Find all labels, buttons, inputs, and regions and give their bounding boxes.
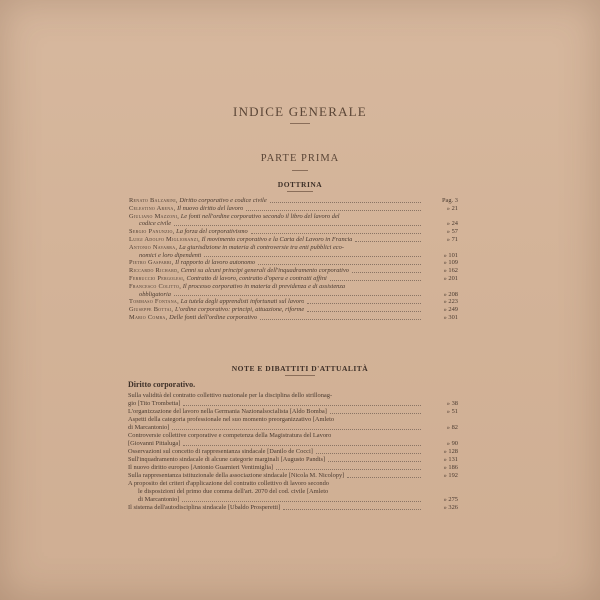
- toc-entry[interactable]: Luigi Adolfo Miglioranzi, Il movimento corporativo e la Carta del Lavoro in Francia » 71: [129, 235, 458, 243]
- toc-entry[interactable]: Giuliano Mazzoni, Le fonti nell'ordine corporativo secondo il libro del lavoro del codice civile » 24: [129, 212, 458, 228]
- toc-entry[interactable]: Sergio Panunzio, La forza del corporativismo » 57: [129, 228, 458, 236]
- toc-entry[interactable]: Celestino Arena, Il nuovo diritto del lavoro » 21: [129, 204, 458, 212]
- toc-entry[interactable]: Mario Comba, Delle fonti dell'ordine corporativo » 301: [129, 313, 458, 321]
- section-heading-doctrine: DOTTRINA: [277, 180, 323, 189]
- notes-divider: [285, 375, 315, 376]
- toc-entry[interactable]: Sulla validità del contratto collettivo nazionale per la disciplina dello strillonag- gio [Tito Trombetta] » 38: [128, 392, 458, 407]
- page-title: INDICE GENERALE: [233, 104, 367, 119]
- toc-entry[interactable]: Il nuovo diritto europeo [Antonio Guarnieri Ventimiglia] » 186: [128, 464, 458, 471]
- toc-entry[interactable]: Pietro Gasparri, Il rapporto di lavoro autonomo » 109: [129, 259, 458, 267]
- subsection-heading: Diritto corporativo.: [128, 380, 196, 389]
- title-divider: [290, 123, 310, 124]
- section-heading-notes: NOTE E DIBATTITI D'ATTUALITÀ: [231, 364, 369, 373]
- toc-entry[interactable]: Il sistema dell'autodisciplina sindacale [Ubaldo Prosperetti] » 326: [128, 504, 458, 511]
- part-heading: PARTE PRIMA: [260, 153, 340, 164]
- toc-entry[interactable]: Controversie collettive corporative e competenza della Magistratura del Lavoro [Giovanni Pittaluga] » 90: [128, 432, 458, 447]
- doctrine-list: [129, 197, 458, 322]
- toc-entry[interactable]: Renato Balzarini, Diritto corporativo e codice civile Pag. 3: [129, 197, 458, 204]
- toc-entry[interactable]: Ferruccio Pergolesi, Contratto di lavoro, contratto d'opera e contratti affini » 201: [129, 274, 458, 282]
- notes-list: [128, 392, 458, 512]
- toc-entry[interactable]: Sulla rappresentanza istituzionale della associazione sindacale [Nicola M. Nicolopy] » 192: [128, 472, 458, 479]
- part-divider: [292, 170, 308, 171]
- doctrine-divider: [287, 191, 313, 192]
- toc-entry[interactable]: Riccardo Richard, Cenni su alcuni principi generali dell'inquadramento corporativo » 162: [129, 267, 458, 275]
- toc-entry[interactable]: Aspetti della categoria professionale nel suo momento preorganizzativo [Amleto di Marcantonio] » 82: [128, 416, 458, 431]
- toc-entry[interactable]: Sull'inquadramento sindacale di alcune categorie marginali [Augusto Pandis] » 131: [128, 456, 458, 463]
- toc-entry[interactable]: Osservazioni sul concetto di rappresentanza sindacale [Danilo de Cocci] » 128: [128, 448, 458, 455]
- toc-entry[interactable]: Francesco Colitto, Il processo corporativo in materia di previdenza e di assistenza obbligatoria » 208: [129, 282, 458, 298]
- toc-entry[interactable]: A proposito dei criteri d'applicazione del contratto collettivo di lavoro secondo le disposizioni del primo due comma dell'art. 2070 del cod. civile [Amleto di Marcantonio] » 275: [128, 480, 458, 503]
- toc-entry[interactable]: Antonio Navarra, La giurisdizione in materia di controversie tra enti pubblici eco- nomici e loro dipendenti » 101: [129, 243, 458, 259]
- toc-entry[interactable]: Tommaso Fontana, La tutela degli apprendisti infortunati sul lavoro » 223: [129, 298, 458, 306]
- toc-entry[interactable]: Giuseppe Bottai, L'ordine corporativo: principi, attuazione, riforme » 249: [129, 306, 458, 314]
- toc-entry[interactable]: L'organizzazione del lavoro nella Germania Nazionalsocialista [Aldo Bomba] » 51: [128, 408, 458, 415]
